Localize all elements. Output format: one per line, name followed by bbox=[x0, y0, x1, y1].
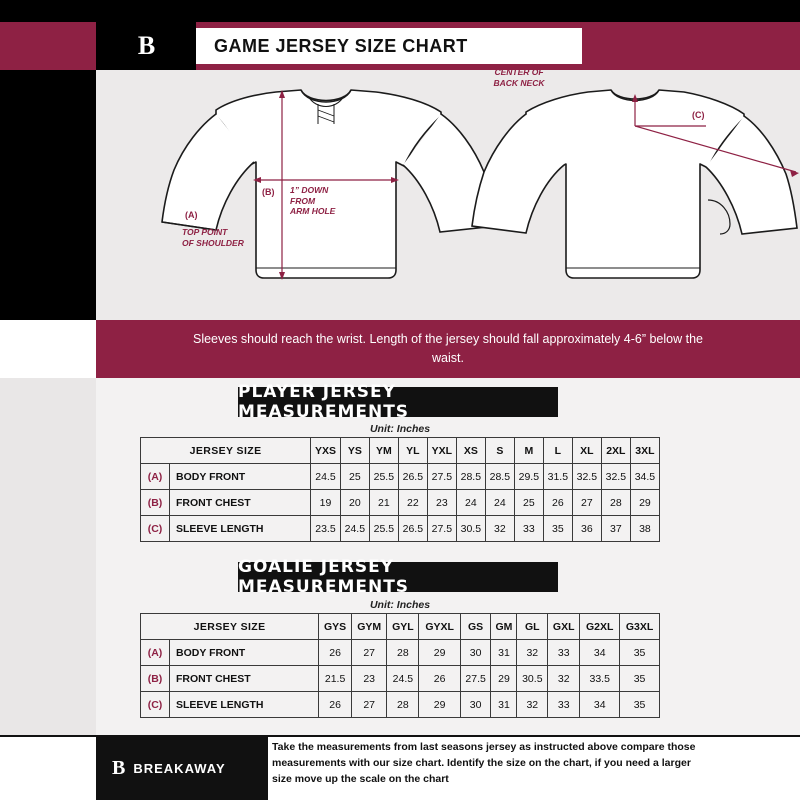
measurement-cell: 29 bbox=[419, 692, 460, 718]
illustration-area bbox=[96, 67, 800, 320]
measurement-cell: 27.5 bbox=[460, 666, 491, 692]
page-title-text: GAME JERSEY SIZE CHART bbox=[214, 35, 468, 56]
column-header-cell: XS bbox=[456, 438, 485, 464]
measurement-cell: 27.5 bbox=[427, 464, 456, 490]
table-row bbox=[141, 692, 660, 718]
measurement-cell: 25.5 bbox=[369, 464, 398, 490]
measurement-cell: 34 bbox=[580, 692, 620, 718]
measurement-cell: 29 bbox=[491, 666, 517, 692]
column-header-cell: GYM bbox=[352, 614, 387, 640]
jersey-diagrams-svg bbox=[96, 70, 800, 320]
measurement-cell: 24.5 bbox=[387, 666, 419, 692]
shoulder-note: TOP POINT OF SHOULDER bbox=[182, 227, 244, 248]
measurement-cell: 22 bbox=[398, 490, 427, 516]
measurement-cell: 29 bbox=[630, 490, 659, 516]
left-black-strip bbox=[0, 70, 96, 320]
measurement-cell: 31.5 bbox=[543, 464, 572, 490]
measurement-cell: 26.5 bbox=[398, 464, 427, 490]
measurement-cell: 23 bbox=[352, 666, 387, 692]
row-label-cell: SLEEVE LENGTH bbox=[170, 516, 311, 542]
column-header-cell: XL bbox=[572, 438, 601, 464]
goalie-unit: Unit: Inches bbox=[369, 599, 431, 611]
column-header-cell: 2XL bbox=[601, 438, 630, 464]
measurement-cell: 25 bbox=[340, 464, 369, 490]
measurement-cell: 23.5 bbox=[311, 516, 341, 542]
measurement-cell: 30 bbox=[460, 640, 491, 666]
measurement-cell: 31 bbox=[491, 692, 517, 718]
measurement-cell: 33.5 bbox=[580, 666, 620, 692]
row-tag-cell: (C) bbox=[141, 516, 170, 542]
column-header-cell: S bbox=[485, 438, 514, 464]
measurement-cell: 21.5 bbox=[319, 666, 352, 692]
column-header-cell: G3XL bbox=[620, 614, 660, 640]
label-b: (B) bbox=[262, 187, 275, 197]
measurement-cell: 27 bbox=[572, 490, 601, 516]
measurement-cell: 30.5 bbox=[517, 666, 548, 692]
instruction-text: Sleeves should reach the wrist. Length of the jersey should fall approximately 4-6” below the waist. bbox=[192, 332, 703, 365]
measurement-cell: 29 bbox=[419, 640, 460, 666]
table-header-row bbox=[141, 614, 660, 640]
measurement-cell: 26 bbox=[319, 692, 352, 718]
measurement-cell: 33 bbox=[548, 640, 580, 666]
player-section-header bbox=[238, 382, 558, 422]
armhole-note: 1” DOWN FROM ARM HOLE bbox=[290, 185, 336, 217]
measurement-cell: 24.5 bbox=[340, 516, 369, 542]
column-header-cell: GYL bbox=[387, 614, 419, 640]
column-header-cell: M bbox=[514, 438, 543, 464]
jersey-illustration-panel bbox=[0, 67, 800, 320]
measurement-cell: 32 bbox=[517, 692, 548, 718]
column-header-cell: GYS bbox=[319, 614, 352, 640]
measurement-cell: 27 bbox=[352, 692, 387, 718]
table-row bbox=[141, 640, 660, 666]
measurement-cell: 36 bbox=[572, 516, 601, 542]
measurement-cell: 26 bbox=[319, 640, 352, 666]
measurement-cell: 20 bbox=[340, 490, 369, 516]
row-tag-cell: (A) bbox=[141, 464, 170, 490]
measurement-cell: 28 bbox=[387, 692, 419, 718]
measurement-cell: 35 bbox=[543, 516, 572, 542]
measurement-cell: 30 bbox=[460, 692, 491, 718]
footer-left-filler bbox=[0, 737, 96, 800]
measurement-cell: 28.5 bbox=[456, 464, 485, 490]
measurement-cell: 27.5 bbox=[427, 516, 456, 542]
measurement-cell: 32.5 bbox=[572, 464, 601, 490]
table-row bbox=[141, 516, 660, 542]
top-black-band bbox=[0, 0, 800, 22]
goalie-section-title: GOALIE JERSEY MEASUREMENTS bbox=[238, 557, 410, 597]
column-header-cell: GL bbox=[517, 614, 548, 640]
measurement-cell: 37 bbox=[601, 516, 630, 542]
column-header-cell: YXL bbox=[427, 438, 456, 464]
row-label-cell: BODY FRONT bbox=[170, 464, 311, 490]
measurement-cell: 27 bbox=[352, 640, 387, 666]
player-section-title: PLAYER JERSEY MEASUREMENTS bbox=[238, 382, 410, 422]
measurement-cell: 32 bbox=[485, 516, 514, 542]
measurement-cell: 35 bbox=[620, 640, 660, 666]
row-label-cell: SLEEVE LENGTH bbox=[170, 692, 319, 718]
table-header-row bbox=[141, 438, 660, 464]
footer-text: Take the measurements from last seasons jersey as instructed above compare those measurements with our size chart. Identify the size on the chart, if you need a larger size move up the scale on the chart bbox=[272, 741, 696, 785]
label-c: (C) bbox=[692, 110, 705, 120]
column-header-cell: L bbox=[543, 438, 572, 464]
column-header-cell: YS bbox=[340, 438, 369, 464]
table-row bbox=[141, 490, 660, 516]
measurement-cell: 32 bbox=[548, 666, 580, 692]
player-unit: Unit: Inches bbox=[369, 423, 431, 435]
column-header-cell: YXS bbox=[311, 438, 341, 464]
size-header-cell: JERSEY SIZE bbox=[141, 438, 311, 464]
measurement-cell: 33 bbox=[548, 692, 580, 718]
goalie-measurements-table bbox=[140, 613, 660, 718]
row-label-cell: FRONT CHEST bbox=[170, 490, 311, 516]
measurement-cell: 24 bbox=[485, 490, 514, 516]
table-row bbox=[141, 666, 660, 692]
measurement-cell: 26 bbox=[543, 490, 572, 516]
measurement-cell: 25 bbox=[514, 490, 543, 516]
size-header-cell: JERSEY SIZE bbox=[141, 614, 319, 640]
column-header-cell: 3XL bbox=[630, 438, 659, 464]
row-label-cell: BODY FRONT bbox=[170, 640, 319, 666]
column-header-cell: YL bbox=[398, 438, 427, 464]
measurement-cell: 33 bbox=[514, 516, 543, 542]
column-header-cell: GXL bbox=[548, 614, 580, 640]
measurement-cell: 34.5 bbox=[630, 464, 659, 490]
measurement-cell: 34 bbox=[580, 640, 620, 666]
label-a: (A) bbox=[185, 210, 198, 220]
row-tag-cell: (A) bbox=[141, 640, 170, 666]
measurement-cell: 21 bbox=[369, 490, 398, 516]
measurement-cell: 32.5 bbox=[601, 464, 630, 490]
measurement-cell: 38 bbox=[630, 516, 659, 542]
column-header-cell: G2XL bbox=[580, 614, 620, 640]
measurement-cell: 23 bbox=[427, 490, 456, 516]
instruction-band bbox=[96, 320, 800, 378]
column-header-cell: YM bbox=[369, 438, 398, 464]
band-left-filler bbox=[0, 320, 96, 378]
logo-mark: B bbox=[137, 31, 155, 60]
measurement-cell: 29.5 bbox=[514, 464, 543, 490]
footer-logo bbox=[96, 737, 268, 800]
column-header-cell: GS bbox=[460, 614, 491, 640]
measurement-cell: 32 bbox=[517, 640, 548, 666]
measurement-cell: 28 bbox=[387, 640, 419, 666]
column-header-cell: GYXL bbox=[419, 614, 460, 640]
measurement-cell: 35 bbox=[620, 692, 660, 718]
goalie-section-header bbox=[238, 557, 558, 597]
measurement-cell: 25.5 bbox=[369, 516, 398, 542]
center-back-neck-note: CENTER OF BACK NECK bbox=[493, 67, 545, 88]
measurement-cell: 26 bbox=[419, 666, 460, 692]
footer-logo-word: BREAKAWAY bbox=[133, 761, 226, 776]
measurement-cell: 24 bbox=[456, 490, 485, 516]
measurement-cell: 28.5 bbox=[485, 464, 514, 490]
player-measurements-table bbox=[140, 437, 660, 542]
header-logo bbox=[96, 22, 196, 70]
measurement-cell: 31 bbox=[491, 640, 517, 666]
table-row bbox=[141, 464, 660, 490]
measurement-cell: 26.5 bbox=[398, 516, 427, 542]
row-tag-cell: (B) bbox=[141, 666, 170, 692]
measurement-cell: 30.5 bbox=[456, 516, 485, 542]
row-tag-cell: (C) bbox=[141, 692, 170, 718]
measurement-cell: 28 bbox=[601, 490, 630, 516]
measurement-cell: 19 bbox=[311, 490, 341, 516]
page-title bbox=[196, 28, 582, 64]
column-header-cell: GM bbox=[491, 614, 517, 640]
measurement-cell: 35 bbox=[620, 666, 660, 692]
measurement-cell: 24.5 bbox=[311, 464, 341, 490]
row-tag-cell: (B) bbox=[141, 490, 170, 516]
footer-logo-mark: B bbox=[112, 757, 126, 779]
row-label-cell: FRONT CHEST bbox=[170, 666, 319, 692]
